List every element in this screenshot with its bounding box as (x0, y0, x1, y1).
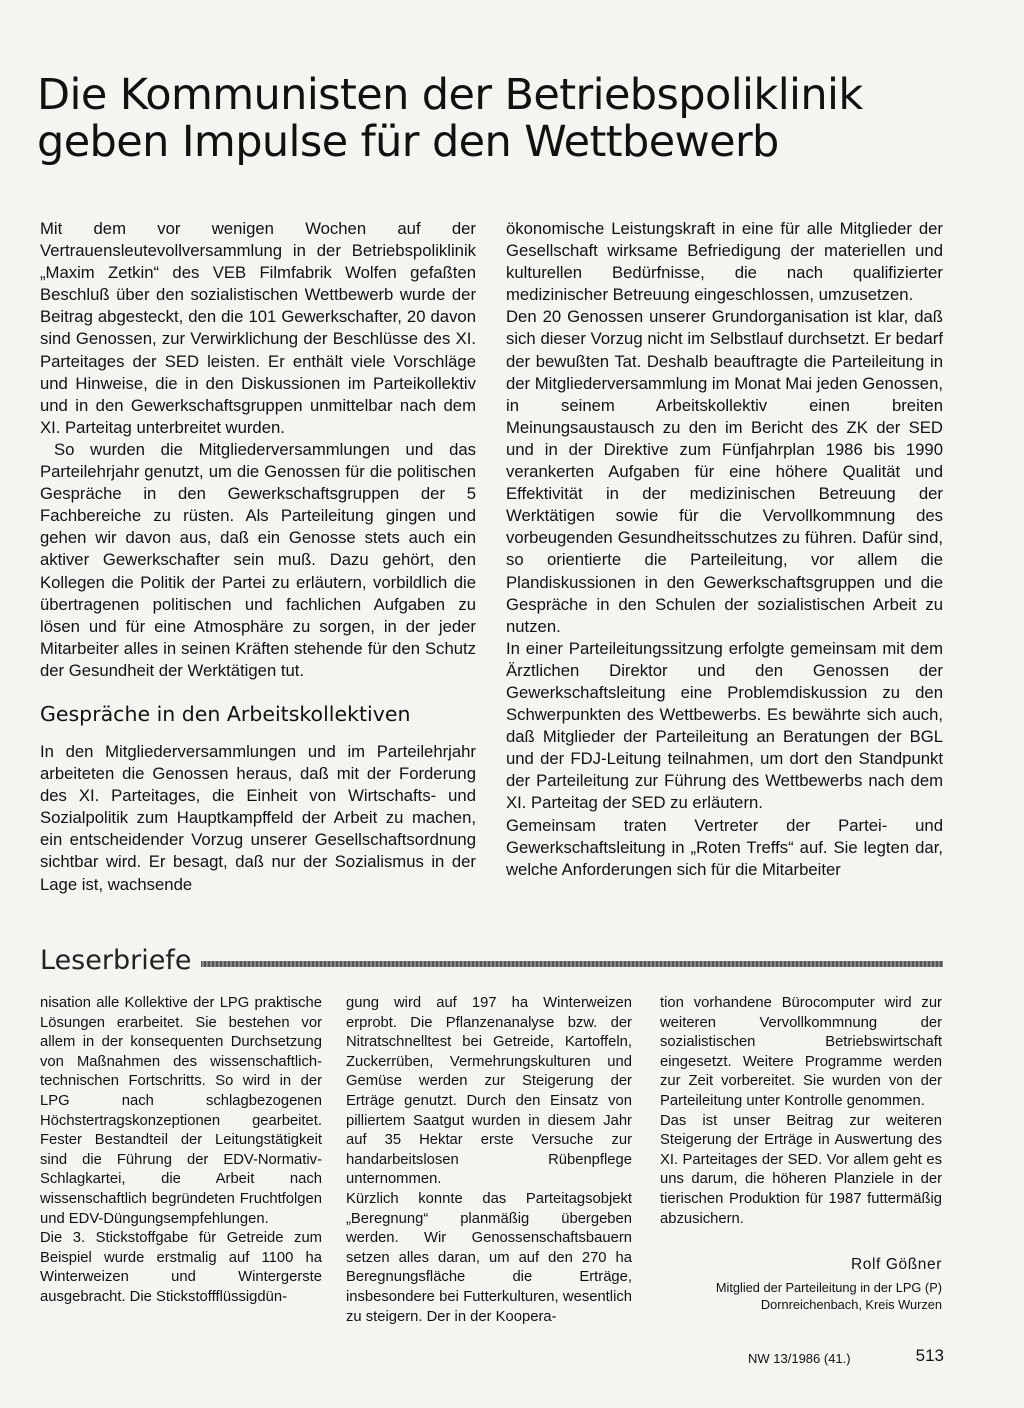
page-number: 513 (915, 1346, 944, 1365)
leserbriefe-rule (188, 961, 943, 967)
signature-role-line-2: Dornreichenbach, Kreis Wurzen (760, 1296, 942, 1312)
article-paragraph: So wurden die Mitgliederversammlungen und das Parteilehrjahr genutzt, um die Genossen für die politischen Gespräche in den Gewerkschaftsgruppen der 5 Fachbereiche zu rüsten. Als Parteileitung gingen und gehen wir davon aus, daß ein Genosse stets auch ein aktiver Gewerkschafter sein muß. Dazu gehört, den Kollegen die Politik der Partei zu erläutern, vorbildlich die übertragenen politischen und fachlichen Aufgaben zu lösen und für eine Atmosphäre zu sorgen, in der jeder Mitarbeiter alles in seinen Kräften stehende für den Schutz der Gesundheit der Werktätigen tut. (40, 439, 476, 680)
letter-paragraph: Die 3. Stickstoffgabe für Getreide zum Beispiel wurde erstmalig auf 1100 ha Winterweizen und Wintergerste ausgebracht. Die Stickstoffflüssigdün- (40, 1230, 322, 1305)
leserbriefe-header (40, 944, 943, 978)
letter-column-3 (660, 994, 942, 1313)
article-column-2 (506, 218, 943, 881)
letter-paragraph: nisation alle Kollektive der LPG praktische Lösungen erarbeitet. Sie bestehen vor allem in der konsequenten Durchsetzung von Maßnahmen des wissenschaftlich-technischen Fortschritts. So wird in der LPG nach schlagbezogenen Höchstertragskonzeptionen gearbeitet. Fester Bestandteil der Leitungstätigkeit sind die Führung der EDV-Normativ-Schlagkartei, die Arbeit nach wissenschaftlich begründeten Fruchtfolgen und EDV-Düngungsempfehlungen. (40, 995, 322, 1227)
article-paragraph: Mit dem vor wenigen Wochen auf der Vertrauensleutevollversammlung in der Betriebspoliklinik „Maxim Zetkin“ des VEB Filmfabrik Wolfen gefaßten Beschluß über den sozialistischen Wettbewerb wurde der Beitrag abgesteckt, den die 101 Gewerkschafter, 20 davon sind Genossen, zur Verwirklichung der Beschlüsse des XI. Parteitages der SED leisten. Er enthält viele Vorschläge und Hinweise, die in den Diskussionen im Parteikollektiv und in den Gewerkschaftsgruppen unmittelbar nach dem XI. Parteitag unterbreitet wurden. (40, 219, 476, 437)
letter-column-2 (346, 994, 632, 1327)
letter-paragraph: Kürzlich konnte das Parteitagsobjekt „Beregnung“ planmäßig übergeben werden. Wir Genossenschaftsbauern setzen alles daran, um auf den 270 ha Beregnungsfläche die Erträge, insbesondere bei Futterkulturen, wesentlich zu steigern. Der in der Koopera- (346, 1190, 632, 1325)
article-title (37, 72, 957, 166)
article-paragraph: Den 20 Genossen unserer Grundorganisation ist klar, daß sich dieser Vorzug nicht im Selbstlauf durchsetzt. Er bedarf der bewußten Tat. Deshalb beauftragte die Parteileitung in der Mitgliederversammlung im Monat Mai jeden Genossen, in seinem Arbeitskollektiv einen breiten Meinungsaustausch zu den im Bericht des ZK der SED und in der Direktive zum Fünfjahrplan 1986 bis 1990 verankerten Aufgaben für eine höhere Qualität und Effektivität in der medizinischen Betreuung der Werktätigen sowie für die Vervollkommnung des vorbeugenden Gesundheitsschutzes zu führen. Dafür sind, so orientierte die Parteileitung, vor allem die Plandiskussionen in den Gewerkschaftsgruppen und die Gespräche in den Schulen der sozialistischen Arbeit zu nutzen. (506, 307, 943, 636)
article-column-1 (40, 218, 476, 896)
article-title-line-1: Die Kommunisten der Betriebspoliklinik (37, 70, 863, 120)
letter-paragraph: tion vorhandene Bürocomputer wird zur weiteren Vervollkommnung der sozialistischen Betriebswirtschaft eingesetzt. Weitere Programme werden zur Zeit vorbereitet. Sie wurden von der Parteileitung unter Kontrolle genommen. (660, 995, 942, 1109)
signature-role-line-1: Mitglied der Parteileitung in der LPG (P) (715, 1279, 942, 1295)
issue-label: NW 13/1986 (41.) (748, 1351, 851, 1366)
letter-paragraph: Das ist unser Beitrag zur weiteren Steigerung der Erträge in Auswertung des XI. Parteitages der SED. Vor allem geht es uns darum, die höheren Planziele in der tierischen Produktion für 1987 futtermäßig abzusichern. (660, 1112, 942, 1227)
leserbriefe-heading: Leserbriefe (40, 944, 201, 978)
signature-name: Rolf Gößner (850, 1256, 942, 1274)
letter-paragraph: gung wird auf 197 ha Winterweizen erprobt. Die Pflanzenanalyse bzw. der Nitratschnelltest bei Getreide, Kartoffeln, Zuckerrüben, Vermehrungskulturen und Gemüse werden zur Steigerung der Erträge genutzt. Durch den Einsatz von pilliertem Saatgut wurden in diesem Jahr auf 35 Hektar erste Versuche zur handarbeitslosen Rübenpflege unternommen. (346, 995, 632, 1188)
article-paragraph: In den Mitgliederversammlungen und im Parteilehrjahr arbeiteten die Genossen heraus, daß mit der Forderung des XI. Parteitages, die Einheit von Wirtschafts- und Sozialpolitik zum Hauptkampffeld der Arbeit zu machen, ein entscheidender Vorzug unserer Gesellschaftsordnung sichtbar wird. Er besagt, daß nur der Sozialismus in der Lage ist, wachsende (40, 741, 476, 894)
article-paragraph: ökonomische Leistungskraft in eine für alle Mitglieder der Gesellschaft wirksame Befriedigung der materiellen und kulturellen Bedürfnisse, die nach qualifizierter medizinischer Betreuung eingeschlossen, umzusetzen. (506, 219, 943, 305)
article-subheading: Gespräche in den Arbeitskollektiven (40, 701, 411, 726)
signature-role (660, 1279, 942, 1313)
article-paragraph: Gemeinsam traten Vertreter der Partei- und Gewerkschaftsleitung in „Roten Treffs“ auf. Sie legten dar, welche Anforderungen sich für die Mitarbeiter (506, 815, 943, 879)
article-paragraph: In einer Parteileitungssitzung erfolgte gemeinsam mit dem Ärztlichen Direktor und den Genossen der Gewerkschaftsleitung eine Problemdiskussion zu den Schwerpunkten des Wettbewerbs. Es bewährte sich auch, daß Mitglieder der Parteileitung an Beratungen der BGL und der FDJ-Leitung teilnahmen, um dort den Standpunkt der Parteileitung zur Führung des Wettbewerbs nach dem XI. Parteitag der SED zu erläutern. (506, 638, 943, 813)
letter-column-1 (40, 994, 322, 1308)
article-title-line-2: geben Impulse für den Wettbewerb (37, 117, 779, 167)
